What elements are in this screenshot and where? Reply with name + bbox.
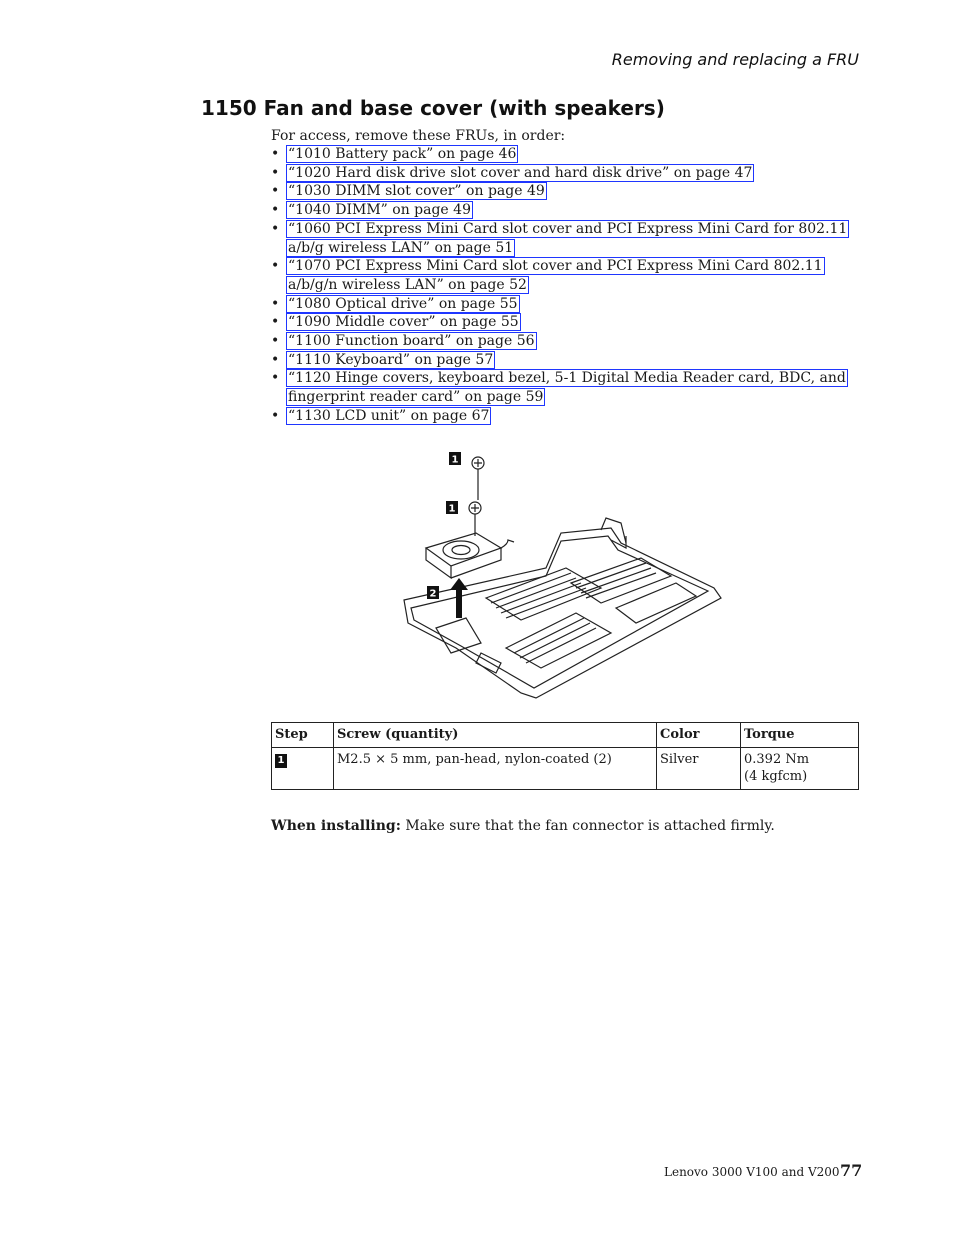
fan-removal-illustration: [396, 448, 730, 704]
bullet: •: [271, 295, 280, 312]
list-item: [271, 257, 851, 294]
column-header-screw: Screw (quantity): [334, 723, 657, 748]
bullet: •: [271, 164, 280, 181]
fru-link-1130[interactable]: “1130 LCD unit” on page 67: [288, 407, 490, 424]
page-number: 77: [840, 1161, 863, 1180]
list-item: [271, 201, 851, 220]
color-cell: Silver: [657, 748, 741, 790]
fru-link-1090[interactable]: “1090 Middle cover” on page 55: [288, 314, 519, 331]
torque-cell: [741, 748, 859, 790]
fru-link-1080[interactable]: “1080 Optical drive” on page 55: [288, 295, 518, 312]
list-item: [271, 295, 851, 314]
bullet: •: [271, 220, 280, 237]
bullet: •: [271, 258, 280, 275]
note-text: Make sure that the fan connector is attached firmly.: [405, 818, 775, 834]
list-item: [271, 369, 851, 406]
callout-label: 2: [429, 588, 437, 600]
torque-value: 0.392 Nm: [744, 752, 810, 767]
list-item: [271, 351, 851, 370]
list-item: [271, 164, 851, 183]
note-label: When installing:: [271, 818, 401, 834]
step-cell: [272, 748, 334, 790]
table-header-row: [272, 723, 859, 748]
list-item: [271, 182, 851, 201]
running-header: Removing and replacing a FRU: [611, 50, 859, 69]
fru-link-1040[interactable]: “1040 DIMM” on page 49: [288, 202, 471, 219]
list-item: [271, 313, 851, 332]
bullet: •: [271, 314, 280, 331]
callout-label: 1: [448, 503, 456, 515]
list-item: [271, 332, 851, 351]
base-cover-drawing: [404, 454, 721, 698]
fru-link-1110[interactable]: “1110 Keyboard” on page 57: [288, 351, 494, 368]
screw-cell: M2.5 × 5 mm, pan-head, nylon-coated (2): [334, 748, 657, 790]
column-header-step: Step: [272, 723, 334, 748]
bullet: •: [271, 333, 280, 350]
fru-link-1120[interactable]: “1120 Hinge covers, keyboard bezel, 5-1 Digital Media Reader card, BDC, and fingerprint reader card” on page 59: [288, 370, 846, 406]
footer-product: Lenovo 3000 V100 and V200: [664, 1165, 840, 1179]
bullet: •: [271, 202, 280, 219]
bullet: •: [271, 351, 280, 368]
fru-link-1070[interactable]: “1070 PCI Express Mini Card slot cover and PCI Express Mini Card 802.11 a/b/g/n wireless LAN” on page 52: [288, 258, 823, 293]
fru-link-1010[interactable]: “1010 Battery pack” on page 46: [288, 146, 517, 162]
fru-removal-list: [271, 145, 851, 426]
list-item: [271, 145, 851, 164]
callout-label: 1: [451, 454, 459, 466]
bullet: •: [271, 183, 280, 200]
step-badge: 1: [275, 754, 287, 768]
section-title: 1150 Fan and base cover (with speakers): [201, 96, 665, 120]
installation-note: [271, 818, 775, 834]
fru-link-1060[interactable]: “1060 PCI Express Mini Card slot cover and PCI Express Mini Card for 802.11 a/b/g wireless LAN” on page 51: [288, 220, 848, 256]
fru-link-1020[interactable]: “1020 Hard disk drive slot cover and hard disk drive” on page 47: [288, 164, 753, 181]
intro-text: For access, remove these FRUs, in order:: [271, 128, 566, 144]
column-header-torque: Torque: [741, 723, 859, 748]
torque-alt-value: (4 kgfcm): [744, 769, 808, 784]
list-item: [271, 220, 851, 257]
bullet: •: [271, 146, 280, 162]
screw-table: [271, 722, 859, 790]
table-row: [272, 748, 859, 790]
fru-link-1030[interactable]: “1030 DIMM slot cover” on page 49: [288, 183, 545, 200]
bullet: •: [271, 370, 280, 387]
column-header-color: Color: [657, 723, 741, 748]
fru-link-1100[interactable]: “1100 Function board” on page 56: [288, 333, 535, 350]
list-item: [271, 407, 851, 426]
bullet: •: [271, 407, 280, 424]
